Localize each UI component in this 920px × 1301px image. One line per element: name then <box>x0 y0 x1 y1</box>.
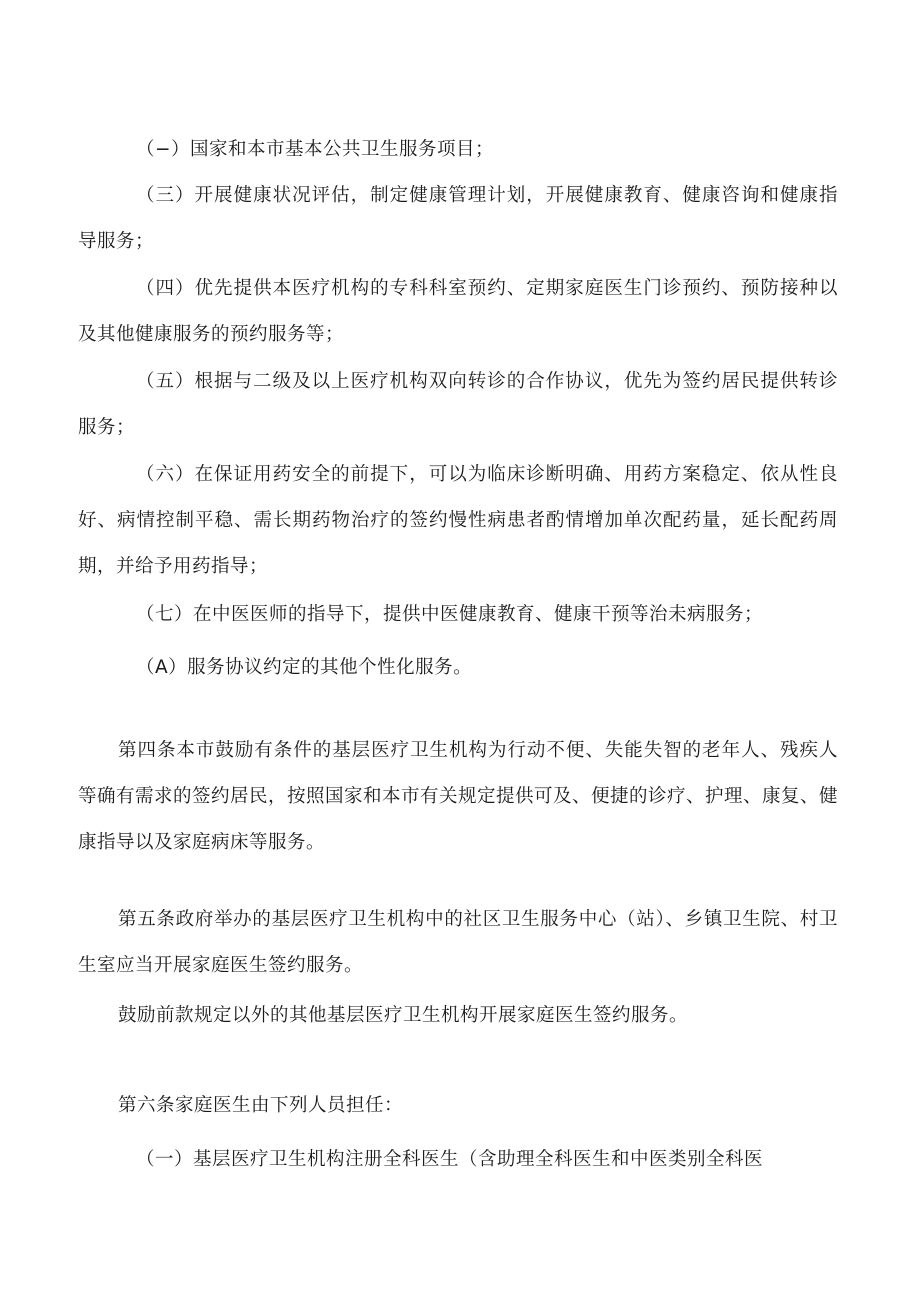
item-eight-other-services: （A）服务协议约定的其他个性化服务。 <box>136 657 473 678</box>
item-six-medication: （六）在保证用药安全的前提下，可以为临床诊断明确、用药方案稳定、依从性良好、病情控制平稳、需长期药物治疗的签约慢性病患者酌情增加单次配药量，延长配药周期，并给予用药指导； <box>78 464 838 577</box>
article-five: 第五条政府举办的基层医疗卫生机构中的社区卫生服务中心（站）、乡镇卫生院、村卫生室应当开展家庭医生签约服务。 <box>78 909 838 976</box>
item-seven-tcm-services: （七）在中医医师的指导下，提供中医健康教育、健康干预等治未病服务； <box>136 604 764 625</box>
item-three-health-assessment: （三）开展健康状况评估，制定健康管理计划，开展健康教育、健康咨询和健康指导服务； <box>78 185 838 252</box>
article-six: 第六条家庭医生由下列人员担任： <box>118 1095 404 1116</box>
item-four-priority-appointments: （四）优先提供本医疗机构的专科科室预约、定期家庭医生门诊预约、预防接种以及其他健康服务的预约服务等； <box>78 278 838 345</box>
article-five-paragraph-two: 鼓励前款规定以外的其他基层医疗卫生机构开展家庭医生签约服务。 <box>118 1005 689 1026</box>
item-five-referral: （五）根据与二级及以上医疗机构双向转诊的合作协议，优先为签约居民提供转诊服务； <box>78 371 838 438</box>
item-one-basic-public-health: （−）国家和本市基本公共卫生服务项目； <box>136 139 495 160</box>
article-six-item-one: （一）基层医疗卫生机构注册全科医生（含助理全科医生和中医类别全科医 <box>136 1149 764 1170</box>
article-four: 第四条本市鼓励有条件的基层医疗卫生机构为行动不便、失能失智的老年人、残疾人等确有需求的签约居民，按照国家和本市有关规定提供可及、便捷的诊疗、护理、康复、健康指导以及家庭病床等服务。 <box>78 740 839 853</box>
